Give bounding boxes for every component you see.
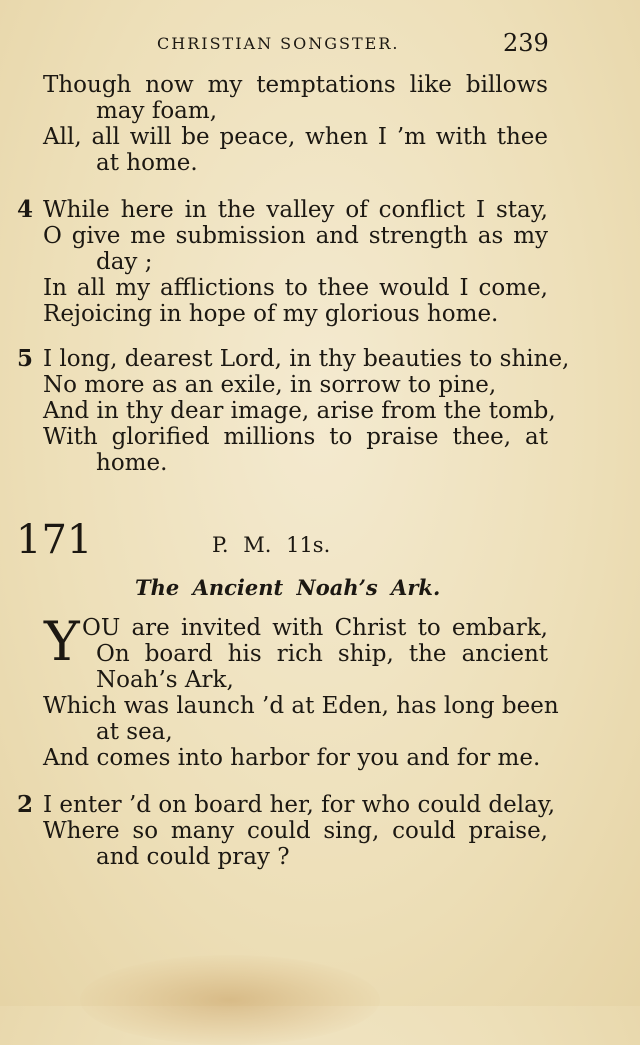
verse-line: While here in the valley of conflict I stay, bbox=[43, 197, 548, 223]
page-number: 239 bbox=[503, 29, 549, 57]
stanza-number: 5 bbox=[17, 345, 34, 372]
verse-line: No more as an exile, in sorrow to pine, bbox=[43, 372, 497, 398]
verse-line: O give me submission and strength as my bbox=[43, 223, 548, 249]
hymn-meter: P. M. 11s. bbox=[212, 533, 331, 557]
verse-line: may foam, bbox=[96, 98, 218, 124]
page-header bbox=[0, 29, 640, 62]
verse-line: day ; bbox=[96, 249, 153, 275]
verse-line: OU are invited with Christ to embark, bbox=[82, 615, 548, 641]
verse-line: Though now my temptations like billows bbox=[43, 72, 548, 98]
hymn-title: The Ancient Noah’s Ark. bbox=[135, 575, 441, 600]
drop-cap: Y bbox=[44, 610, 80, 673]
verse-line: All, all will be peace, when I ’m with thee bbox=[43, 124, 548, 150]
verse-line: I long, dearest Lord, in thy beauties to shine, bbox=[43, 346, 570, 372]
verse-line: With glorified millions to praise thee, at bbox=[43, 424, 548, 450]
running-title: CHRISTIAN SONGSTER. bbox=[157, 34, 400, 53]
verse-line: Noah’s Ark, bbox=[96, 667, 234, 693]
verse-line: Rejoicing in hope of my glorious home. bbox=[43, 301, 499, 327]
stanza-number: 2 bbox=[17, 791, 34, 818]
verse-line: at home. bbox=[96, 150, 198, 176]
verse-line: In all my afflictions to thee would I come, bbox=[43, 275, 548, 301]
paper-stain bbox=[80, 955, 380, 1045]
verse-line: home. bbox=[96, 450, 168, 476]
verse-line: On board his rich ship, the ancient bbox=[96, 641, 548, 667]
verse-line: And comes into harbor for you and for me. bbox=[43, 745, 541, 771]
hymn-number: 171 bbox=[16, 517, 93, 563]
verse-line: and could pray ? bbox=[96, 844, 290, 870]
stanza-number: 4 bbox=[17, 196, 34, 223]
verse-line: Which was launch ’d at Eden, has long been bbox=[43, 693, 559, 719]
verse-line: I enter ’d on board her, for who could delay, bbox=[43, 792, 556, 818]
verse-line: And in thy dear image, arise from the tomb, bbox=[43, 398, 556, 424]
verse-line: Where so many could sing, could praise, bbox=[43, 818, 548, 844]
verse-line: at sea, bbox=[96, 719, 173, 745]
